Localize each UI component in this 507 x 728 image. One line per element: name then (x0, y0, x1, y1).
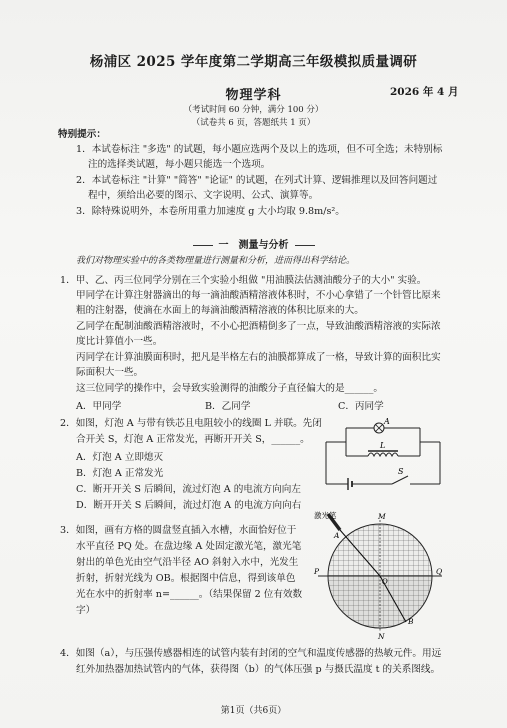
notice-line-3: 2．本试卷标注 "计算" "简答" "论证" 的试题，在列式计算、逻辑推理以及回答问题过 (76, 175, 438, 186)
notice-line-4: 程中，须给出必要的图示、文字说明、公式、演算等。 (88, 190, 319, 201)
notice-line-2: 注的选择类试题，每小题只能选一个选项。 (88, 159, 271, 170)
page-footer: 第1页（共6页） (220, 706, 287, 716)
q1-option-a[interactable]: A．甲同学 (76, 401, 122, 412)
switch-label: S (398, 467, 404, 476)
q2-option-c[interactable]: C．断开开关 S 后瞬间，流过灯泡 A 的电流方向向左 (76, 484, 301, 495)
q1-line-5: 度比计算值小一些。 (76, 336, 163, 347)
q3-line-2: 水平直径 PQ 处。在盘边缘 A 处固定激光笔，激光笔 (76, 541, 302, 552)
q4-line-1: 4．如图（a），与压强传感器相连的试管内装有封闭的空气和温度传感器的热敏元件。用远 (60, 648, 442, 659)
point-p-label: P (314, 567, 320, 576)
laser-pen-label: 激光笔 (314, 511, 337, 520)
q2-line-1: 2．如图，灯泡 A 与带有铁芯且电阻较小的线圈 L 并联。先闭 (60, 418, 322, 429)
q1-line-2: 甲同学在计算注射器滴出的每一滴油酸酒精溶液体积时，不小心拿错了一个针管比原来 (76, 290, 441, 301)
section-title: 一 测量与分析 (218, 240, 289, 251)
q1-option-c[interactable]: C．丙同学 (338, 401, 384, 412)
pages-note: （试卷共 6 页，答题纸共 1 页） (191, 118, 316, 128)
q1-line-3: 粗的注射器，使滴在水面上的每滴油酸酒精溶液的体积比原来的大。 (76, 305, 364, 316)
exam-date: 2026 年 4 月 (390, 86, 459, 98)
point-q-label: Q (436, 567, 443, 576)
q1-line-1: 1．甲、乙、丙三位同学分别在三个实验小组做 "用油膜法估测油酸分子的大小" 实验。 (60, 275, 427, 286)
notice-line-5: 3．除特殊说明外，本卷所用重力加速度 g 大小均取 9.8m/s²。 (76, 206, 345, 217)
q3-refraction-figure (308, 510, 448, 640)
exam-title: 杨浦区 2025 学年度第二学期高三年级模拟质量调研 (89, 54, 418, 70)
q1-line-6: 丙同学在计算油膜面积时，把凡是半格左右的油膜都算成了一格，导致计算的面积比实 (76, 352, 441, 363)
lamp-label: A (384, 418, 390, 426)
q3-line-6: 字） (76, 605, 96, 616)
exam-time-note: （考试时间 60 分钟，满分 100 分） (183, 105, 324, 115)
coil-label: L (380, 441, 386, 450)
q3-line-3: 射出的单色光由空气沿半径 AO 斜射入水中，光发生 (76, 557, 299, 568)
notice-heading: 特别提示： (58, 129, 106, 140)
subject-title: 物理学科 (225, 88, 282, 103)
section-heading (0, 236, 507, 251)
point-o-label: O (382, 578, 388, 586)
q2-option-d[interactable]: D．断开开关 S 后瞬间，流过灯泡 A 的电流方向向右 (76, 500, 302, 511)
q2-line-2: 合开关 S，灯泡 A 正常发光，再断开开关 S，______。 (76, 434, 310, 445)
q2-circuit-diagram (318, 418, 448, 494)
point-a-label: A (334, 531, 340, 540)
q2-option-a[interactable]: A．灯泡 A 立即熄灭 (76, 452, 164, 463)
q3-line-4: 折射，折射光线为 OB。根据图中信息，得到该单色 (76, 573, 296, 584)
q2-option-b[interactable]: B．灯泡 A 正常发光 (76, 468, 164, 479)
q1-line-8: 这三位同学的操作中，会导致实验测得的油酸分子直径偏大的是______。 (76, 383, 383, 394)
q3-line-1: 3．如图，画有方格的圆盘竖直插入水槽，水面恰好位于 (60, 525, 297, 536)
notice-line-1: 1．本试卷标注 "多选" 的试题，每小题应选两个及以上的选项，但不可全选；未特别标 (76, 144, 443, 155)
q1-line-7: 际面积大一些。 (76, 367, 144, 378)
point-m-label: M (378, 512, 386, 521)
q3-line-5: 光在水中的折射率 n=______。（结果保留 2 位有效数 (76, 589, 303, 600)
q4-line-2: 红外加热器加热试管内的气体，获得图（b）的气体压强 p 与摄氏温度 t 的关系图线。 (76, 664, 441, 675)
point-b-label: B (408, 617, 414, 626)
point-n-label: N (378, 632, 385, 640)
q1-option-b[interactable]: B．乙同学 (205, 401, 251, 412)
section-intro: 我们对物理实验中的各类物理量进行测量和分析，进而得出科学结论。 (76, 256, 356, 266)
q1-line-4: 乙同学在配制油酸酒精溶液时，不小心把酒精倒多了一点，导致油酸酒精溶液的实际浓 (76, 321, 441, 332)
